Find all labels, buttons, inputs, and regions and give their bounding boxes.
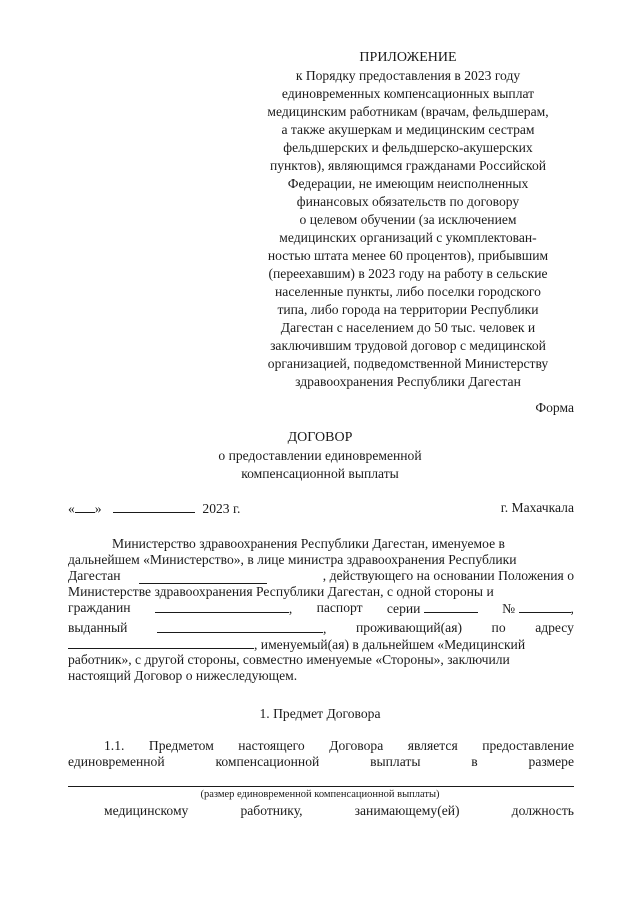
day-blank[interactable]: [75, 500, 95, 513]
preamble-line: Министерство здравоохранения Республики Дагестан, именуемое в: [112, 536, 505, 551]
contract-city: г. Махачкала: [500, 500, 574, 515]
contract-year: 2023 г.: [202, 501, 241, 516]
appendix-line: медицинских организаций с укомплектован-: [279, 230, 537, 245]
appendix-title: ПРИЛОЖЕНИЕ: [359, 50, 457, 65]
passport-series-blank[interactable]: [424, 600, 478, 613]
appendix-line: здравоохранения Республики Дагестан: [295, 374, 521, 389]
payment-amount-hint: (размер единовременной компенсационной выплаты): [200, 789, 440, 800]
appendix-line: Дагестан с населением до 50 тыс. человек и: [280, 320, 536, 335]
passport-number-blank[interactable]: [519, 600, 571, 613]
appendix-line: ностью штата менее 60 процентов), прибывшим: [267, 248, 549, 263]
contract-title: ДОГОВОР: [287, 430, 353, 445]
preamble-line: Дагестан , действующего на основании Положения о: [68, 568, 574, 583]
address-blank[interactable]: [68, 636, 254, 649]
close-quote: »: [94, 501, 102, 516]
preamble-line: Министерстве здравоохранения Республики Дагестан, с одной стороны и: [68, 584, 494, 599]
appendix-line: пунктов), являющимся гражданами Российской: [269, 158, 547, 173]
contract-subtitle: компенсационной выплаты: [241, 466, 399, 481]
clause-1-1-line: 1.1. Предметом настоящего Договора является предоставление: [104, 738, 574, 753]
month-blank[interactable]: [113, 500, 195, 513]
preamble-line: , именуемый(ая) в дальнейшем «Медицинский: [68, 636, 574, 653]
citizen-name-blank[interactable]: [155, 600, 289, 613]
minister-name-blank[interactable]: [139, 571, 267, 584]
preamble-line: работник», с другой стороны, совместно именуемые «Стороны», заключили: [68, 652, 510, 667]
appendix-line: фельдшерских и фельдшерско-акушерских: [283, 140, 533, 155]
preamble-line: настоящий Договор о нижеследующем.: [68, 668, 298, 683]
issued-by-blank[interactable]: [157, 620, 323, 633]
appendix-line: финансовых обязательств по договору: [296, 194, 520, 209]
section-title: 1. Предмет Договора: [259, 706, 381, 721]
appendix-line: типа, либо города на территории Республики: [277, 302, 539, 317]
appendix-line: о целевом обучении (за исключением: [299, 212, 517, 227]
form-label: Форма: [535, 400, 574, 415]
appendix-line: а также акушеркам и медицинским сестрам: [281, 122, 535, 137]
preamble-line: выданный , проживающий(ая) по адресу: [68, 620, 574, 636]
appendix-line: к Порядку предоставления в 2023 году: [295, 68, 521, 83]
appendix-line: населенные пункты, либо поселки городского: [275, 284, 541, 299]
preamble-line: гражданин , паспорт серии № ,: [68, 600, 574, 616]
open-quote: «: [68, 501, 75, 516]
appendix-line: медицинским работникам (врачам, фельдшерам,: [267, 104, 549, 119]
appendix-line: Федерации, не имеющим неисполненных: [287, 176, 529, 191]
clause-1-1-line: медицинскому работнику, занимающему(ей) должность: [104, 803, 574, 818]
appendix-line: организацией, подведомственной Министерству: [267, 356, 549, 371]
appendix-line: заключившим трудовой договор с медицинской: [270, 338, 546, 353]
contract-subtitle: о предоставлении единовременной: [218, 448, 422, 463]
clause-1-1-line: единовременной компенсационной выплаты в размере: [68, 754, 574, 769]
appendix-line: (переехавшим) в 2023 году на работу в сельские: [268, 266, 548, 281]
appendix-line: единовременных компенсационных выплат: [281, 86, 535, 101]
date-field: [68, 500, 240, 517]
preamble-line: дальнейшем «Министерство», в лице министра здравоохранения Республики: [68, 552, 517, 567]
